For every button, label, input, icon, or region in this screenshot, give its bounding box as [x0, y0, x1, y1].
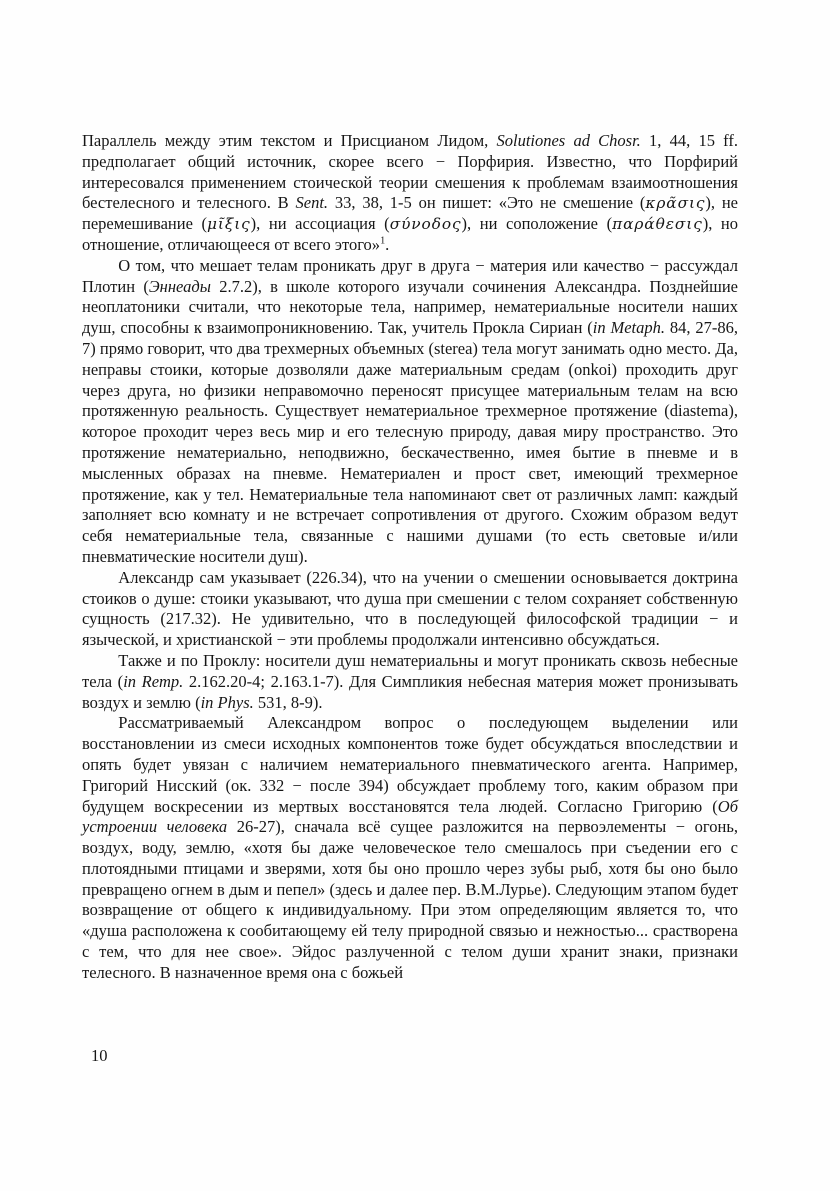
text-segment: Solutiones ad Chosr. — [496, 131, 641, 150]
text-segment: Александр сам указывает (226.34), что на учении о смешении основывается доктрина стоиков о душе: стоики указывают, что душа при смешении с телом сохраняет собственную сущность (217.32). Не удивительно, что в последующей философской традиции − и языческой, и христианской − эти проблемы продолжали интенсивно обсуждаться. — [82, 567, 738, 650]
text-segment: μῖξις — [207, 215, 251, 234]
paragraph — [82, 651, 738, 713]
text-segment: 1, 44, 15 ff. предполагает общий источник, скорее всего − Порфирия. Известно, что Порфирий интересовался применением стоической теории смешения к проблемам взаимоотношения бестелесного и телесного. В — [82, 131, 738, 213]
text-segment: in Remp. — [123, 671, 184, 691]
text-segment: 33, 38, 1-5 он пишет: «Это не смешение ( — [328, 193, 646, 213]
text-segment: 26-27), сначала всё сущее разложится на первоэлементы − огонь, воздух, воду, землю, «хотя бы даже человеческое тело смешалось при съедении его с плотоядными птицами и зверями, хотя бы оно прошло через зубы рыб, хотя бы оно было превращено огнем в дым и пепел» (здесь и далее пер. В.М.Лурье). Следующим этапом будет возвращение от общего к индивидуальному. При этом определяющим является то, что «душа расположена к сообитающему ей телу природной связью и нежностью... срастворена с тем, что для нее свое». Эйдос разлученной с телом души хранит знаки, признаки телесного. В назначенное время она с божьей — [82, 817, 738, 982]
text-segment: Об устроении человека — [82, 796, 738, 837]
paragraph — [82, 131, 738, 256]
text-segment: Sent. — [295, 193, 329, 213]
text-segment: 84, 27-86, 7) прямо говорит, что два трехмерных объемных (sterea) тела могут занимать одно место. Да, неправы стоики, которые дозволяли даже материальным средам (onkoi) проходить друг через друга, но физики неправомочно переносят присущее материальным телам на всю протяженную реальность. Существует нематериальное трехмерное протяжение (diastema), которое проходит через весь мир и его телесную природу, давая миру пространство. Это протяжение нематериально, неподвижно, бескачественно, имея бытие в пневме и в мысленных образах на пневме. Нематериален и прост свет, имеющий трехмерное протяжение, как у тел. Нематериальные тела напоминают свет от различных ламп: каждый заполняет всю комнату и не встречает сопротивления от другого. Схожим образом ведут себя нематериальные тела, связанные с нашими душами (то есть световые и/или пневматические носители душ). — [82, 318, 738, 566]
text-segment: in Metaph. — [592, 318, 666, 338]
text-segment: Параллель между этим текстом и Присцианом Лидом, — [82, 131, 497, 150]
paragraph — [82, 256, 738, 568]
text-segment: Рассматриваемый Александром вопрос о последующем выделении или восстановлении из смеси исходных компонентов тоже будет обсуждаться впоследствии и опять будет увязан с наличием нематериального пневматического агента. Например, Григорий Нисский (ок. 332 − после 394) обсуждает проблему того, каким образом при будущем воскресении из мертвых восстановятся тела людей. Согласно Григорию ( — [82, 713, 738, 816]
text-segment: 2.7.2), в школе которого изучали сочинения Александра. Позднейшие неоплатоники считали, что некоторые тела, например, нематериальные носители наших душ, способны к взаимопроникновению. Так, учитель Прокла Сириан ( — [82, 276, 738, 338]
paragraph — [82, 568, 738, 651]
text-segment: κρᾶσις — [645, 194, 706, 213]
page-number: 10 — [91, 1046, 108, 1065]
text-segment: in Phys. — [200, 692, 254, 712]
text-segment: О том, что мешает телам проникать друг в друга − материя или качество − рассуждал Плотин ( — [82, 255, 738, 296]
paragraph — [82, 713, 738, 983]
text-segment: ), но отношение, отличающееся от всего этого» — [82, 214, 739, 254]
text-segment: 2.162.20-4; 2.163.1-7). Для Симпликия небесная материя может пронизывать воздух и землю ( — [82, 671, 738, 712]
text-segment: παράθεσις — [612, 215, 703, 234]
text-segment: ), ни ассоциация ( — [250, 214, 390, 234]
text-segment: ), не перемешивание ( — [82, 193, 738, 234]
text-segment: 531, 8-9). — [253, 692, 323, 712]
text-segment: 1 — [380, 235, 386, 247]
text-segment: ), ни соположение ( — [461, 214, 613, 234]
text-segment: Также и по Проклу: носители душ нематериальны и могут проникать сквозь небесные тела ( — [82, 650, 738, 691]
text-block — [82, 131, 738, 984]
text-segment: . — [385, 234, 390, 254]
text-segment: Эннеады — [148, 276, 211, 296]
text-segment: σύνοδος — [389, 215, 462, 234]
